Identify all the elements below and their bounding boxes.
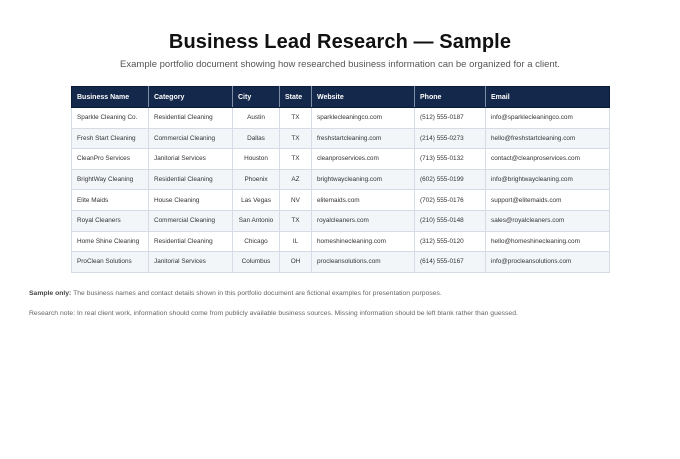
cell-category: Residential Cleaning: [149, 231, 233, 252]
cell-city: Columbus: [233, 252, 280, 273]
cell-website: freshstartcleaning.com: [312, 128, 415, 149]
cell-website: brightwaycleaning.com: [312, 169, 415, 190]
table-row: [72, 231, 610, 252]
cell-website: homeshinecleaning.com: [312, 231, 415, 252]
cell-business-name: Royal Cleaners: [72, 210, 149, 231]
cell-email: info@procleansolutions.com: [486, 252, 610, 273]
cell-email: contact@cleanproservices.com: [486, 149, 610, 170]
cell-state: TX: [280, 149, 312, 170]
page-subtitle: Example portfolio document showing how researched business information can be organized for a client.: [120, 59, 560, 70]
cell-phone: (210) 555-0148: [415, 210, 486, 231]
cell-category: Commercial Cleaning: [149, 128, 233, 149]
cell-email: support@elitemaids.com: [486, 190, 610, 211]
cell-website: procleansolutions.com: [312, 252, 415, 273]
research-note: Research note: In real client work, information should come from publicly available business sources. Missing information should be left blank rather than guessed.: [29, 310, 518, 317]
column-header-website: Website: [312, 87, 415, 108]
cell-business-name: CleanPro Services: [72, 149, 149, 170]
column-header-business-name: Business Name: [72, 87, 149, 108]
table-row: [72, 190, 610, 211]
cell-city: Phoenix: [233, 169, 280, 190]
cell-city: Las Vegas: [233, 190, 280, 211]
cell-website: royalcleaners.com: [312, 210, 415, 231]
cell-business-name: Elite Maids: [72, 190, 149, 211]
cell-category: Residential Cleaning: [149, 108, 233, 129]
cell-category: Residential Cleaning: [149, 169, 233, 190]
cell-email: hello@homeshinecleaning.com: [486, 231, 610, 252]
cell-state: TX: [280, 128, 312, 149]
table-row: [72, 210, 610, 231]
sample-disclaimer-text: The business names and contact details shown in this portfolio document are fictional examples for presentation purposes.: [71, 290, 442, 297]
cell-phone: (702) 555-0176: [415, 190, 486, 211]
cell-state: OH: [280, 252, 312, 273]
cell-phone: (614) 555-0167: [415, 252, 486, 273]
cell-category: House Cleaning: [149, 190, 233, 211]
cell-email: info@sparklecleaningco.com: [486, 108, 610, 129]
cell-state: TX: [280, 108, 312, 129]
page-title: Business Lead Research — Sample: [168, 31, 512, 53]
cell-business-name: BrightWay Cleaning: [72, 169, 149, 190]
cell-website: elitemaids.com: [312, 190, 415, 211]
cell-phone: (713) 555-0132: [415, 149, 486, 170]
cell-business-name: Home Shine Cleaning: [72, 231, 149, 252]
cell-state: NV: [280, 190, 312, 211]
sample-disclaimer-note: [29, 290, 442, 297]
cell-city: Austin: [233, 108, 280, 129]
cell-business-name: Sparkle Cleaning Co.: [72, 108, 149, 129]
cell-category: Janitorial Services: [149, 149, 233, 170]
cell-phone: (512) 555-0187: [415, 108, 486, 129]
cell-state: AZ: [280, 169, 312, 190]
cell-phone: (214) 555-0273: [415, 128, 486, 149]
cell-city: Dallas: [233, 128, 280, 149]
table-row: [72, 108, 610, 129]
table-row: [72, 149, 610, 170]
column-header-category: Category: [149, 87, 233, 108]
cell-business-name: ProClean Solutions: [72, 252, 149, 273]
cell-website: sparklecleaningco.com: [312, 108, 415, 129]
table-row: [72, 169, 610, 190]
cell-category: Commercial Cleaning: [149, 210, 233, 231]
cell-email: info@brightwaycleaning.com: [486, 169, 610, 190]
leads-table: [71, 86, 610, 273]
table-row: [72, 128, 610, 149]
column-header-state: State: [280, 87, 312, 108]
cell-business-name: Fresh Start Cleaning: [72, 128, 149, 149]
cell-phone: (602) 555-0199: [415, 169, 486, 190]
cell-city: Chicago: [233, 231, 280, 252]
table-header-row: [72, 87, 610, 108]
cell-category: Janitorial Services: [149, 252, 233, 273]
cell-phone: (312) 555-0120: [415, 231, 486, 252]
cell-state: IL: [280, 231, 312, 252]
cell-email: hello@freshstartcleaning.com: [486, 128, 610, 149]
cell-city: San Antonio: [233, 210, 280, 231]
cell-email: sales@royalcleaners.com: [486, 210, 610, 231]
sample-disclaimer-label: Sample only:: [29, 290, 72, 297]
cell-website: cleanproservices.com: [312, 149, 415, 170]
column-header-phone: Phone: [415, 87, 486, 108]
column-header-email: Email: [486, 87, 610, 108]
column-header-city: City: [233, 87, 280, 108]
cell-state: TX: [280, 210, 312, 231]
table-row: [72, 252, 610, 273]
cell-city: Houston: [233, 149, 280, 170]
